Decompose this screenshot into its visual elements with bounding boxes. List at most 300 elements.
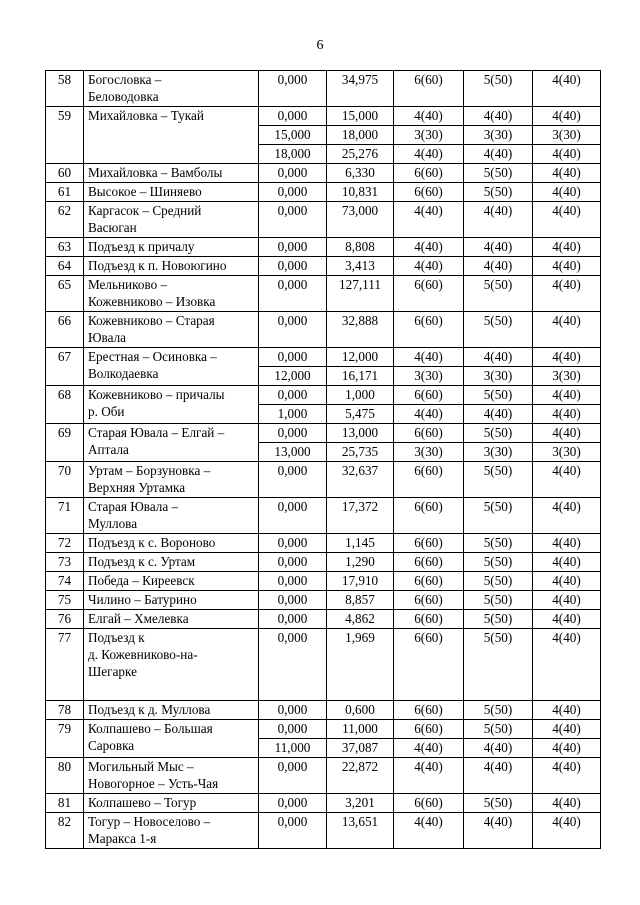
road-name-cell: Высокое – Шиняево: [84, 183, 259, 202]
segment-value: 4(40): [552, 72, 581, 87]
segment-value: 0,000: [277, 499, 308, 514]
segment-value: 0,000: [277, 535, 308, 550]
segment-value: 6(60): [414, 499, 443, 514]
segment-start-km-cell: [259, 183, 327, 202]
segment-value: 4(40): [552, 611, 581, 626]
segment-value: 5(50): [483, 795, 513, 810]
segment-value: 3(30): [533, 125, 600, 144]
segment-value: 4(40): [552, 349, 581, 364]
table-row: [46, 720, 601, 758]
speed-limit-a-cell: [394, 629, 464, 701]
segment-value: 13,000: [341, 425, 379, 440]
road-name-cell: Тогур – Новоселово – Маракса 1-я: [84, 813, 259, 849]
speed-limit-b-cell: [464, 572, 533, 591]
segment-value: 4(40): [414, 759, 443, 774]
segment-value: 6(60): [414, 463, 443, 478]
speed-limit-c-cell: [533, 758, 601, 794]
segment-value: 1,290: [345, 554, 375, 569]
speed-limit-b-cell: [464, 591, 533, 610]
segment-end-km-cell: [327, 591, 394, 610]
segment-value: 12,000: [341, 349, 379, 364]
road-number-cell: 64: [46, 257, 84, 276]
segment-value: 0,000: [277, 611, 308, 626]
segment-value: 0,000: [277, 72, 308, 87]
speed-limit-b-cell: [464, 610, 533, 629]
road-name-cell: Каргасок – Средний Васюган: [84, 202, 259, 238]
road-number-cell: 68: [46, 386, 84, 424]
segment-value: 12,000: [259, 366, 326, 385]
segment-value: 6,330: [345, 165, 375, 180]
road-number-cell: 73: [46, 553, 84, 572]
segment-value: 4(40): [552, 573, 581, 588]
segment-value: 6(60): [414, 592, 443, 607]
speed-limit-b-cell: [464, 758, 533, 794]
segment-value: 4(40): [552, 313, 581, 328]
segment-value: 13,651: [341, 814, 379, 829]
road-number-cell: 72: [46, 534, 84, 553]
segment-value: 6(60): [414, 702, 443, 717]
segment-start-km-cell: [259, 424, 327, 462]
road-number-cell: 62: [46, 202, 84, 238]
speed-limit-b-cell: [464, 462, 533, 498]
segment-start-km-cell: [259, 238, 327, 257]
road-name-cell: Колпашево – Большая Саровка: [84, 720, 259, 758]
table-row: [46, 534, 601, 553]
segment-value: 0,000: [277, 630, 308, 645]
road-name-cell: Ерестная – Осиновка – Волкодаевка: [84, 348, 259, 386]
table-row: [46, 312, 601, 348]
segment-value: 6(60): [414, 611, 443, 626]
segment-value: 1,000: [259, 404, 326, 423]
segment-value: 5(50): [483, 535, 513, 550]
segment-value: 0,000: [277, 795, 308, 810]
segment-value: 3(30): [394, 366, 463, 385]
segment-value: 0,000: [277, 277, 308, 292]
road-name-cell: Елгай – Хмелевка: [84, 610, 259, 629]
segment-value: 6(60): [414, 795, 443, 810]
speed-limit-a-cell: [394, 164, 464, 183]
segment-value: 4(40): [552, 814, 581, 829]
road-name-cell: Старая Ювала – Муллова: [84, 498, 259, 534]
road-name-cell: Богословка – Беловодовка: [84, 71, 259, 107]
road-name-cell: Мельниково – Кожевниково – Изовка: [84, 276, 259, 312]
segment-value: 4(40): [552, 721, 581, 736]
table-row: [46, 591, 601, 610]
segment-value: 3(30): [394, 125, 463, 144]
segment-start-km-cell: [259, 813, 327, 849]
segment-value: 3,413: [345, 258, 375, 273]
segment-value: 37,087: [327, 738, 393, 757]
segment-value: 4(40): [483, 108, 513, 123]
speed-limit-c-cell: [533, 386, 601, 424]
segment-value: 5(50): [483, 630, 513, 645]
segment-start-km-cell: [259, 553, 327, 572]
speed-limit-c-cell: [533, 813, 601, 849]
segment-value: 4(40): [483, 759, 513, 774]
segment-value: 4(40): [552, 184, 581, 199]
segment-start-km-cell: [259, 629, 327, 701]
speed-limit-a-cell: [394, 348, 464, 386]
segment-value: 8,857: [345, 592, 375, 607]
segment-value: 0,000: [277, 387, 308, 402]
segment-value: 25,276: [327, 144, 393, 163]
segment-start-km-cell: [259, 386, 327, 424]
segment-end-km-cell: [327, 71, 394, 107]
segment-value: 1,000: [345, 387, 375, 402]
table-row: [46, 107, 601, 164]
road-name-cell: Могильный Мыс – Новогорное – Усть-Чая: [84, 758, 259, 794]
table-row: [46, 462, 601, 498]
segment-value: 4(40): [394, 144, 463, 163]
road-number-cell: 69: [46, 424, 84, 462]
segment-end-km-cell: [327, 462, 394, 498]
speed-limit-b-cell: [464, 257, 533, 276]
speed-limit-b-cell: [464, 629, 533, 701]
segment-value: 11,000: [342, 721, 378, 736]
segment-value: 0,000: [277, 814, 308, 829]
speed-limit-b-cell: [464, 813, 533, 849]
segment-value: 0,000: [277, 258, 308, 273]
speed-limit-b-cell: [464, 720, 533, 758]
segment-value: 5(50): [483, 499, 513, 514]
segment-start-km-cell: [259, 498, 327, 534]
speed-limit-a-cell: [394, 572, 464, 591]
segment-value: 8,808: [345, 239, 375, 254]
segment-value: 4(40): [533, 144, 600, 163]
segment-value: 4(40): [483, 814, 513, 829]
segment-value: 0,000: [277, 721, 308, 736]
speed-limit-c-cell: [533, 610, 601, 629]
table-row: [46, 629, 601, 701]
speed-limit-a-cell: [394, 276, 464, 312]
segment-value: 18,000: [259, 144, 326, 163]
speed-limit-a-cell: [394, 498, 464, 534]
road-number-cell: 76: [46, 610, 84, 629]
segment-end-km-cell: [327, 424, 394, 462]
speed-limit-a-cell: [394, 610, 464, 629]
road-number-cell: 82: [46, 813, 84, 849]
segment-value: 6(60): [414, 277, 443, 292]
speed-limit-a-cell: [394, 257, 464, 276]
segment-start-km-cell: [259, 202, 327, 238]
segment-value: 4,862: [345, 611, 375, 626]
speed-limit-a-cell: [394, 424, 464, 462]
segment-start-km-cell: [259, 107, 327, 164]
segment-value: 4(40): [552, 535, 581, 550]
road-name-cell: Подъезд к д. Кожевниково-на- Шегарке: [84, 629, 259, 701]
speed-limit-a-cell: [394, 71, 464, 107]
segment-end-km-cell: [327, 164, 394, 183]
speed-limit-b-cell: [464, 553, 533, 572]
segment-value: 22,872: [341, 759, 379, 774]
segment-value: 0,000: [277, 759, 308, 774]
segment-value: 4(40): [552, 630, 581, 645]
speed-limit-a-cell: [394, 107, 464, 164]
segment-end-km-cell: [327, 720, 394, 758]
speed-limit-b-cell: [464, 202, 533, 238]
segment-value: 4(40): [414, 203, 443, 218]
segment-value: 6(60): [414, 573, 443, 588]
speed-limit-b-cell: [464, 164, 533, 183]
speed-limit-b-cell: [464, 424, 533, 462]
segment-start-km-cell: [259, 462, 327, 498]
segment-value: 4(40): [483, 239, 513, 254]
segment-end-km-cell: [327, 238, 394, 257]
table-row: [46, 348, 601, 386]
speed-limit-b-cell: [464, 183, 533, 202]
table-row: [46, 701, 601, 720]
segment-value: 73,000: [341, 203, 379, 218]
segment-value: 6(60): [414, 721, 443, 736]
table-row: [46, 758, 601, 794]
speed-limit-a-cell: [394, 553, 464, 572]
segment-value: 17,910: [341, 573, 379, 588]
segment-value: 0,000: [277, 203, 308, 218]
segment-value: 6(60): [414, 387, 443, 402]
segment-end-km-cell: [327, 610, 394, 629]
segment-value: 5(50): [483, 313, 513, 328]
speed-limit-c-cell: [533, 71, 601, 107]
road-name-cell: Старая Ювала – Елгай – Аптала: [84, 424, 259, 462]
segment-value: 4(40): [552, 258, 581, 273]
table-row: [46, 257, 601, 276]
road-number-cell: 58: [46, 71, 84, 107]
segment-end-km-cell: [327, 276, 394, 312]
road-number-cell: 59: [46, 107, 84, 164]
segment-start-km-cell: [259, 794, 327, 813]
table-row: [46, 71, 601, 107]
segment-value: 6(60): [414, 425, 443, 440]
segment-end-km-cell: [327, 813, 394, 849]
segment-start-km-cell: [259, 758, 327, 794]
road-name-cell: Михайловка – Вамболы: [84, 164, 259, 183]
segment-value: 5(50): [483, 184, 513, 199]
segment-value: 4(40): [414, 108, 443, 123]
segment-value: 4(40): [533, 404, 600, 423]
segment-value: 6(60): [414, 630, 443, 645]
segment-value: 5(50): [483, 165, 513, 180]
page-number: 6: [316, 38, 324, 53]
table-row: [46, 498, 601, 534]
segment-value: 32,888: [341, 313, 379, 328]
segment-value: 3(30): [464, 125, 532, 144]
segment-value: 3(30): [533, 366, 600, 385]
segment-value: 1,969: [345, 630, 375, 645]
speed-limit-c-cell: [533, 720, 601, 758]
road-name-cell: Чилино – Батурино: [84, 591, 259, 610]
segment-value: 4(40): [552, 554, 581, 569]
segment-start-km-cell: [259, 720, 327, 758]
segment-value: 3(30): [533, 442, 600, 461]
road-number-cell: 79: [46, 720, 84, 758]
segment-value: 4(40): [552, 165, 581, 180]
segment-value: 0,000: [277, 463, 308, 478]
segment-value: 4(40): [464, 738, 532, 757]
speed-limit-c-cell: [533, 794, 601, 813]
segment-value: 5(50): [483, 573, 513, 588]
speed-limit-c-cell: [533, 498, 601, 534]
segment-value: 127,111: [339, 277, 381, 292]
segment-value: 0,000: [277, 165, 308, 180]
table-row: [46, 202, 601, 238]
road-number-cell: 67: [46, 348, 84, 386]
road-name-cell: Подъезд к причалу: [84, 238, 259, 257]
segment-value: 5(50): [483, 592, 513, 607]
speed-limit-c-cell: [533, 312, 601, 348]
segment-value: 4(40): [464, 144, 532, 163]
road-name-cell: Михайловка – Тукай: [84, 107, 259, 164]
road-name-cell: Кожевниково – причалы р. Оби: [84, 386, 259, 424]
speed-limit-b-cell: [464, 534, 533, 553]
road-number-cell: 65: [46, 276, 84, 312]
segment-value: 10,831: [341, 184, 379, 199]
speed-limit-b-cell: [464, 238, 533, 257]
segment-value: 5(50): [483, 463, 513, 478]
segment-value: 3,201: [345, 795, 375, 810]
road-number-cell: 70: [46, 462, 84, 498]
segment-value: 4(40): [414, 258, 443, 273]
speed-limit-c-cell: [533, 572, 601, 591]
speed-limit-b-cell: [464, 498, 533, 534]
segment-value: 5(50): [483, 387, 513, 402]
segment-value: 34,975: [341, 72, 379, 87]
segment-value: 4(40): [394, 738, 463, 757]
speed-limit-a-cell: [394, 591, 464, 610]
speed-limit-a-cell: [394, 813, 464, 849]
segment-value: 4(40): [552, 463, 581, 478]
speed-limit-b-cell: [464, 701, 533, 720]
segment-value: 6(60): [414, 554, 443, 569]
table-body: [46, 71, 601, 849]
speed-limit-c-cell: [533, 107, 601, 164]
table-row: [46, 183, 601, 202]
segment-value: 0,000: [277, 573, 308, 588]
speed-limit-a-cell: [394, 202, 464, 238]
segment-value: 4(40): [552, 239, 581, 254]
segment-end-km-cell: [327, 629, 394, 701]
road-name-cell: Уртам – Борзуновка – Верхняя Уртамка: [84, 462, 259, 498]
road-name-cell: Подъезд к п. Новоюгино: [84, 257, 259, 276]
segment-value: 5,475: [327, 404, 393, 423]
segment-start-km-cell: [259, 257, 327, 276]
road-number-cell: 60: [46, 164, 84, 183]
segment-value: 0,000: [277, 702, 308, 717]
speed-limit-c-cell: [533, 591, 601, 610]
road-number-cell: 74: [46, 572, 84, 591]
segment-value: 4(40): [552, 108, 581, 123]
speed-limit-c-cell: [533, 462, 601, 498]
road-number-cell: 61: [46, 183, 84, 202]
segment-end-km-cell: [327, 257, 394, 276]
segment-end-km-cell: [327, 312, 394, 348]
segment-end-km-cell: [327, 386, 394, 424]
segment-end-km-cell: [327, 202, 394, 238]
speed-limit-c-cell: [533, 348, 601, 386]
segment-value: 5(50): [483, 425, 513, 440]
segment-value: 4(40): [552, 387, 581, 402]
speed-limit-a-cell: [394, 758, 464, 794]
speed-limit-c-cell: [533, 701, 601, 720]
segment-value: 5(50): [483, 72, 513, 87]
segment-start-km-cell: [259, 572, 327, 591]
segment-value: 6(60): [414, 165, 443, 180]
road-number-cell: 66: [46, 312, 84, 348]
road-name-cell: Колпашево – Тогур: [84, 794, 259, 813]
segment-start-km-cell: [259, 164, 327, 183]
table-row: [46, 386, 601, 424]
segment-value: 6(60): [414, 313, 443, 328]
segment-value: 5(50): [483, 702, 513, 717]
segment-value: 4(40): [552, 499, 581, 514]
segment-value: 4(40): [483, 258, 513, 273]
speed-limit-c-cell: [533, 164, 601, 183]
speed-limit-c-cell: [533, 534, 601, 553]
road-speed-table: [45, 70, 601, 849]
road-name-cell: Подъезд к с. Вороново: [84, 534, 259, 553]
segment-value: 4(40): [464, 404, 532, 423]
speed-limit-a-cell: [394, 720, 464, 758]
speed-limit-c-cell: [533, 202, 601, 238]
table-row: [46, 813, 601, 849]
speed-limit-a-cell: [394, 701, 464, 720]
table-row: [46, 553, 601, 572]
speed-limit-a-cell: [394, 183, 464, 202]
segment-value: 6(60): [414, 72, 443, 87]
segment-value: 32,637: [341, 463, 379, 478]
table-row: [46, 424, 601, 462]
segment-value: 15,000: [259, 125, 326, 144]
segment-start-km-cell: [259, 348, 327, 386]
segment-start-km-cell: [259, 610, 327, 629]
speed-limit-c-cell: [533, 553, 601, 572]
table-row: [46, 572, 601, 591]
speed-limit-a-cell: [394, 794, 464, 813]
speed-limit-b-cell: [464, 386, 533, 424]
road-number-cell: 80: [46, 758, 84, 794]
segment-value: 4(40): [533, 738, 600, 757]
segment-end-km-cell: [327, 348, 394, 386]
segment-value: 6(60): [414, 184, 443, 199]
segment-end-km-cell: [327, 701, 394, 720]
segment-value: 0,000: [277, 313, 308, 328]
segment-value: 25,735: [327, 442, 393, 461]
table-row: [46, 610, 601, 629]
road-name-cell: Подъезд к д. Муллова: [84, 701, 259, 720]
segment-value: 15,000: [341, 108, 379, 123]
segment-value: 4(40): [414, 239, 443, 254]
segment-value: 0,000: [277, 592, 308, 607]
speed-limit-c-cell: [533, 238, 601, 257]
speed-limit-a-cell: [394, 312, 464, 348]
segment-end-km-cell: [327, 107, 394, 164]
speed-limit-a-cell: [394, 534, 464, 553]
segment-end-km-cell: [327, 183, 394, 202]
road-number-cell: 71: [46, 498, 84, 534]
speed-limit-b-cell: [464, 794, 533, 813]
speed-limit-c-cell: [533, 276, 601, 312]
segment-value: 4(40): [414, 349, 443, 364]
segment-end-km-cell: [327, 572, 394, 591]
segment-value: 4(40): [552, 592, 581, 607]
segment-value: 13,000: [259, 442, 326, 461]
segment-value: 5(50): [483, 611, 513, 626]
speed-limit-c-cell: [533, 183, 601, 202]
segment-value: 4(40): [552, 277, 581, 292]
road-number-cell: 77: [46, 629, 84, 701]
road-number-cell: 63: [46, 238, 84, 257]
speed-limit-c-cell: [533, 424, 601, 462]
speed-limit-a-cell: [394, 462, 464, 498]
